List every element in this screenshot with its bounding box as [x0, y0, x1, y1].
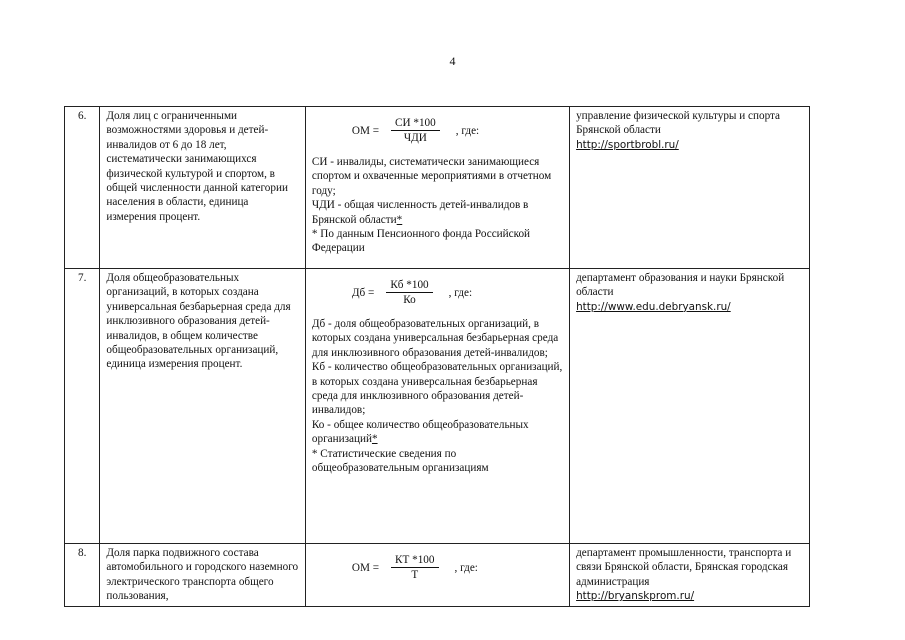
- source-link[interactable]: http://sportbrobl.ru/: [576, 138, 679, 151]
- responsible-cell: [570, 269, 810, 544]
- formula-cell: [305, 107, 569, 269]
- indicators-table: [64, 106, 810, 607]
- formula-cell: [305, 269, 569, 544]
- formula-lhs: Дб =: [351, 286, 375, 299]
- formula-explanation: ЧДИ - общая численность детей-инвалидов в Брянской области*: [311, 199, 529, 226]
- formula-denominator: Т: [411, 569, 419, 581]
- footnote: * По данным Пенсионного фонда Российской Федерации: [311, 228, 531, 255]
- source-link[interactable]: http://www.edu.debryansk.ru/: [576, 300, 731, 313]
- row-number: 8.: [65, 544, 100, 607]
- table-row: [65, 107, 810, 269]
- responsible-organization: департамент промышленности, транспорта и связи Брянской области, Брянская городская администрация: [576, 547, 792, 588]
- row-number: 7.: [65, 269, 100, 544]
- formula-suffix: , где:: [455, 124, 480, 137]
- formula-fraction: [391, 117, 440, 145]
- formula: [352, 279, 563, 307]
- formula-denominator: ЧДИ: [403, 132, 427, 144]
- formula-explanation: Дб - доля общеобразовательных организаций, в которых создана универсальная безбарьерная среда для инклюзивного образования детей-инвалидов;: [311, 318, 559, 359]
- formula-explanation: Кб - количество общеобразовательных организаций, в которых создана универсальная безбарьерная среда для инклюзивного образования детей-инвалидов;: [311, 361, 563, 417]
- indicator-description: Доля общеобразовательных организаций, в которых создана универсальная безбарьерная среда для инклюзивного образования детей-инвалидов, в общем количестве общеобразовательных организаций, единица измерения процент.: [100, 269, 305, 544]
- page-number: 4: [449, 54, 456, 68]
- formula-lhs: ОМ =: [351, 561, 380, 574]
- indicator-description: Доля лиц с ограниченными возможностями здоровья и детей-инвалидов от 6 до 18 лет, систематически занимающихся физической культурой и спортом, в общей численности данной категории населения в области, единица измерения процент.: [100, 107, 305, 269]
- footnote: * Статистические сведения по общеобразовательным организациям: [311, 447, 489, 475]
- responsible-cell: [570, 544, 810, 607]
- formula-explanation: Ко - общее количество общеобразовательных организаций*: [311, 418, 529, 446]
- table-row: [65, 544, 810, 607]
- row-number: 6.: [65, 107, 100, 269]
- formula: [352, 117, 563, 145]
- formula-fraction: [386, 279, 432, 307]
- formula-fraction: [391, 554, 438, 582]
- responsible-organization: управление физической культуры и спорта Брянской области: [576, 110, 781, 137]
- formula-cell: [305, 544, 569, 607]
- formula-numerator: СИ *100: [391, 117, 440, 131]
- formula: [352, 554, 563, 582]
- formula-numerator: Кб *100: [386, 279, 432, 293]
- table-row: [65, 269, 810, 544]
- formula-numerator: КТ *100: [391, 554, 438, 568]
- source-link[interactable]: http://bryanskprom.ru/: [576, 590, 695, 603]
- footnote-marker: *: [396, 213, 403, 226]
- responsible-organization: департамент образования и науки Брянской области: [576, 272, 785, 299]
- formula-denominator: Ко: [403, 294, 416, 306]
- formula-suffix: , где:: [448, 286, 473, 299]
- formula-explanation: СИ - инвалиды, систематически занимающиеся спортом и охваченные мероприятиями в отчетном году;: [311, 156, 552, 197]
- footnote-marker: *: [371, 433, 378, 446]
- formula-lhs: ОМ =: [351, 124, 380, 137]
- indicator-description: Доля парка подвижного состава автомобильного и городского наземного электрического транспорта общего пользования,: [100, 544, 305, 607]
- formula-suffix: , где:: [454, 561, 478, 574]
- responsible-cell: [570, 107, 810, 269]
